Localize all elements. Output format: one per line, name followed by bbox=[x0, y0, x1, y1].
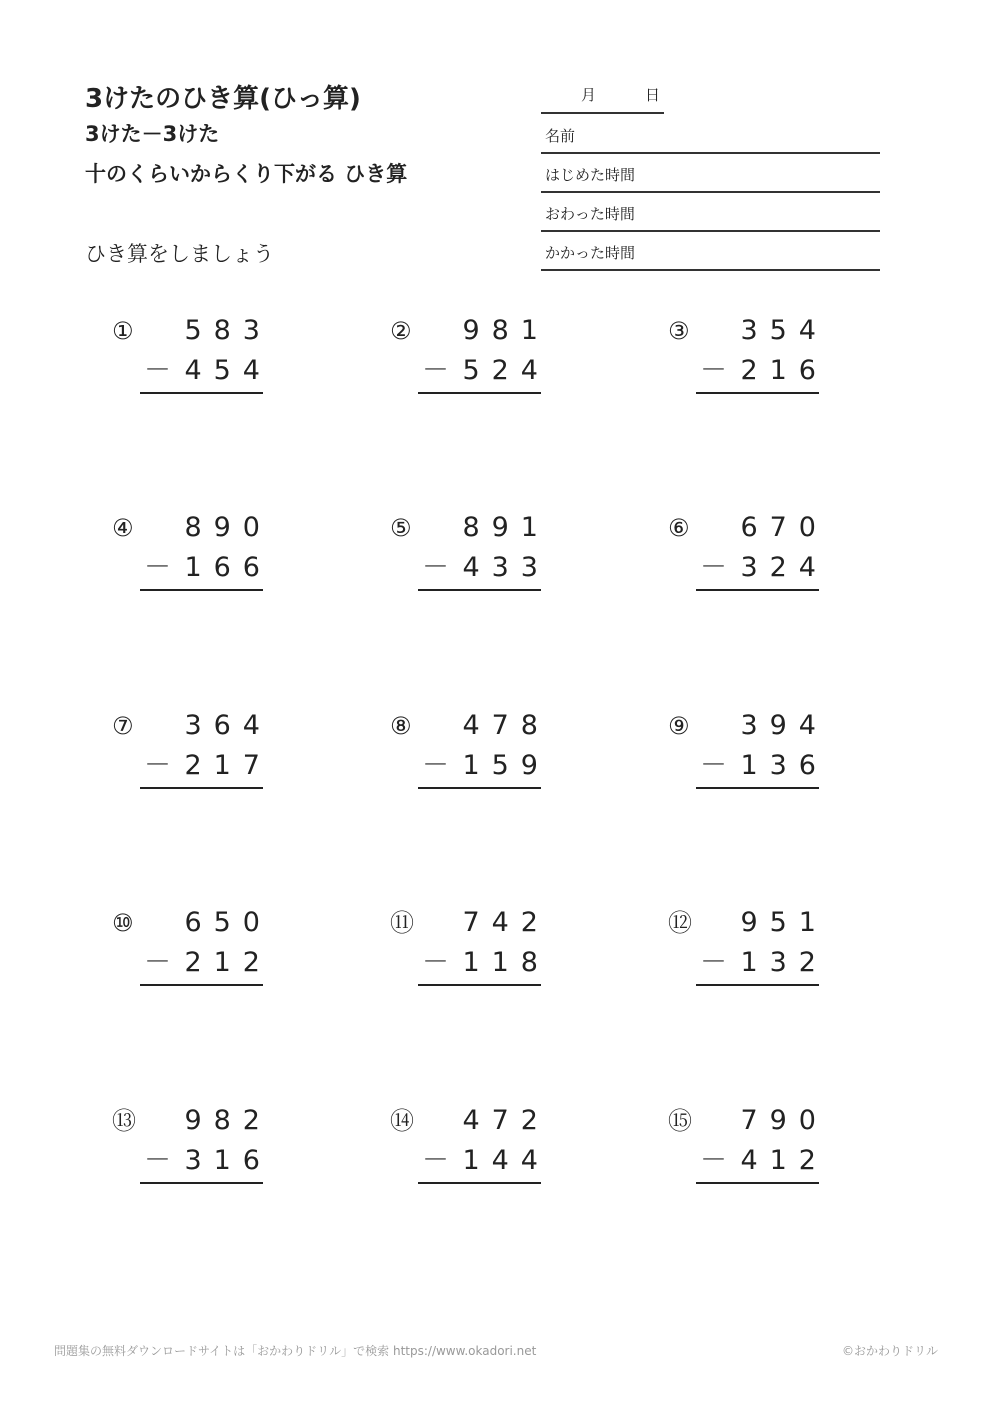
minuend: 951 bbox=[740, 907, 828, 938]
minuend: 650 bbox=[184, 907, 272, 938]
answer-line bbox=[418, 589, 541, 591]
answer-line bbox=[418, 984, 541, 986]
end-time-label: おわった時間 bbox=[545, 205, 635, 223]
minus-sign: － bbox=[422, 1145, 449, 1176]
problem-number: ⑨ bbox=[668, 712, 690, 740]
minus-sign: － bbox=[422, 552, 449, 583]
problem-number: ③ bbox=[668, 317, 690, 345]
minuend: 742 bbox=[462, 907, 550, 938]
problem-number: ⑤ bbox=[390, 514, 412, 542]
subtraction-problem bbox=[112, 711, 282, 801]
subtrahend: 166 bbox=[184, 552, 272, 583]
footer-site-note: 問題集の無料ダウンロードサイトは「おかわりドリル」で検索 https://www.okadori.net bbox=[54, 1344, 537, 1358]
answer-line bbox=[696, 392, 819, 394]
minus-sign: － bbox=[700, 750, 727, 781]
subtraction-problem bbox=[668, 513, 838, 603]
footer-copyright: ©おかわりドリル bbox=[841, 1344, 938, 1358]
minuend: 354 bbox=[740, 315, 828, 346]
subtraction-problem bbox=[112, 1106, 282, 1196]
minus-sign: － bbox=[144, 947, 171, 978]
problem-number: ④ bbox=[112, 514, 134, 542]
answer-line bbox=[696, 589, 819, 591]
minus-sign: － bbox=[144, 1145, 171, 1176]
problem-number: ⑥ bbox=[668, 514, 690, 542]
answer-line bbox=[696, 787, 819, 789]
day-label: 日 bbox=[645, 86, 661, 104]
minus-sign: － bbox=[422, 947, 449, 978]
answer-line bbox=[696, 1182, 819, 1184]
name-field[interactable] bbox=[541, 114, 880, 154]
subtraction-problem bbox=[112, 513, 282, 603]
subtrahend: 412 bbox=[740, 1145, 828, 1176]
minus-sign: － bbox=[700, 1145, 727, 1176]
subtraction-problem bbox=[390, 908, 560, 998]
subtrahend: 217 bbox=[184, 750, 272, 781]
subtrahend: 132 bbox=[740, 947, 828, 978]
minus-sign: － bbox=[700, 947, 727, 978]
subtrahend: 144 bbox=[462, 1145, 550, 1176]
problem-number: ② bbox=[390, 317, 412, 345]
subtraction-problem bbox=[668, 711, 838, 801]
minuend: 982 bbox=[184, 1105, 272, 1136]
answer-line bbox=[140, 984, 263, 986]
minus-sign: － bbox=[144, 750, 171, 781]
answer-line bbox=[140, 392, 263, 394]
answer-line bbox=[140, 787, 263, 789]
start-time-label: はじめた時間 bbox=[545, 166, 636, 184]
problem-number: ① bbox=[112, 317, 134, 345]
elapsed-time-field[interactable] bbox=[541, 231, 880, 271]
minuend: 790 bbox=[740, 1105, 828, 1136]
subtrahend: 454 bbox=[184, 355, 272, 386]
subtrahend: 212 bbox=[184, 947, 272, 978]
subtraction-problem bbox=[668, 1106, 838, 1196]
worksheet-topic: 十のくらいからくり下がる ひき算 bbox=[85, 162, 408, 186]
month-label: 月 bbox=[581, 86, 597, 104]
end-time-field[interactable] bbox=[541, 192, 880, 232]
problem-number: ⑫ bbox=[668, 909, 692, 937]
subtraction-problem bbox=[112, 316, 282, 406]
subtrahend: 524 bbox=[462, 355, 550, 386]
minuend: 981 bbox=[462, 315, 550, 346]
minus-sign: － bbox=[700, 355, 727, 386]
subtraction-problem bbox=[390, 1106, 560, 1196]
answer-line bbox=[140, 589, 263, 591]
subtrahend: 324 bbox=[740, 552, 828, 583]
minus-sign: － bbox=[144, 355, 171, 386]
minuend: 670 bbox=[740, 512, 828, 543]
minuend: 478 bbox=[462, 710, 550, 741]
minus-sign: － bbox=[700, 552, 727, 583]
problem-number: ⑮ bbox=[668, 1107, 692, 1135]
instruction-text: ひき算をしましょう bbox=[85, 242, 274, 266]
minuend: 890 bbox=[184, 512, 272, 543]
subtraction-problem bbox=[668, 316, 838, 406]
subtrahend: 316 bbox=[184, 1145, 272, 1176]
subtraction-problem bbox=[390, 316, 560, 406]
answer-line bbox=[418, 787, 541, 789]
subtraction-problem bbox=[112, 908, 282, 998]
answer-line bbox=[696, 984, 819, 986]
answer-line bbox=[140, 1182, 263, 1184]
worksheet-title: 3けたのひき算(ひっ算) bbox=[85, 84, 361, 114]
subtraction-problem bbox=[390, 513, 560, 603]
minus-sign: － bbox=[422, 355, 449, 386]
subtraction-problem bbox=[668, 908, 838, 998]
problem-number: ⑧ bbox=[390, 712, 412, 740]
date-field[interactable] bbox=[541, 82, 664, 114]
minuend: 472 bbox=[462, 1105, 550, 1136]
minuend: 394 bbox=[740, 710, 828, 741]
problem-number: ⑩ bbox=[112, 909, 134, 937]
subtrahend: 216 bbox=[740, 355, 828, 386]
subtrahend: 136 bbox=[740, 750, 828, 781]
answer-line bbox=[418, 1182, 541, 1184]
worksheet-subtitle: 3けた－3けた bbox=[85, 122, 220, 146]
problem-number: ⑪ bbox=[390, 909, 414, 937]
minuend: 891 bbox=[462, 512, 550, 543]
problem-number: ⑦ bbox=[112, 712, 134, 740]
minus-sign: － bbox=[144, 552, 171, 583]
minus-sign: － bbox=[422, 750, 449, 781]
subtraction-problem bbox=[390, 711, 560, 801]
problem-number: ⑬ bbox=[112, 1107, 136, 1135]
minuend: 583 bbox=[184, 315, 272, 346]
problem-number: ⑭ bbox=[390, 1107, 414, 1135]
answer-line bbox=[418, 392, 541, 394]
subtrahend: 433 bbox=[462, 552, 550, 583]
minuend: 364 bbox=[184, 710, 272, 741]
subtrahend: 118 bbox=[462, 947, 550, 978]
name-label: 名前 bbox=[545, 127, 576, 145]
subtrahend: 159 bbox=[462, 750, 550, 781]
start-time-field[interactable] bbox=[541, 153, 880, 193]
elapsed-time-label: かかった時間 bbox=[545, 244, 636, 262]
